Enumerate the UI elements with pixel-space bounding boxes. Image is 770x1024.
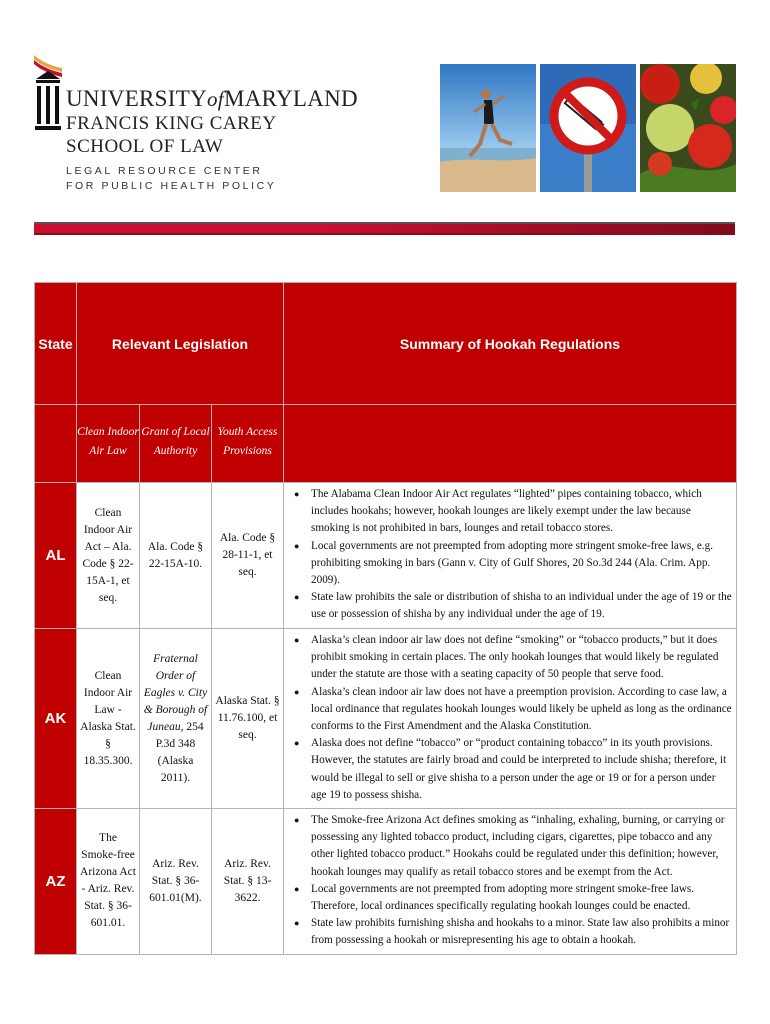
summary-bullet: ● State law prohibits the sale or distribution of shisha to an individual under the age of 19 or the use or possession of shisha by any individual under the age of 19.	[294, 591, 732, 621]
table-subheader-row	[35, 405, 737, 483]
clean-indoor-cell: The Smoke-free Arizona Act - Ariz. Rev. Stat. § 36-601.01.	[77, 809, 140, 955]
youth-access-cell: Ariz. Rev. Stat. § 13-3622.	[212, 809, 284, 955]
summary-bullet: ● State law prohibits furnishing shisha and hookahs to a minor. State law also prohibits a minor from possessing a hookah or misrepresenting his age to obtain a hookah.	[294, 917, 730, 947]
no-smoking-photo	[540, 64, 636, 192]
subheader-grant-local: Grant of Local Authority	[140, 405, 212, 483]
summary-cell	[284, 483, 737, 629]
summary-list	[292, 486, 732, 624]
grant-local-cell: Ala. Code § 22-15A-10.	[140, 483, 212, 629]
summary-list	[292, 632, 732, 804]
subheader-summary-blank	[284, 405, 737, 483]
center-name-line1: LEGAL RESOURCE CENTER	[66, 165, 263, 177]
youth-access-cell: Alaska Stat. § 11.76.100, et seq.	[212, 629, 284, 809]
subheader-youth-access: Youth Access Provisions	[212, 405, 284, 483]
state-cell-al: AL	[35, 483, 77, 629]
table-row	[35, 809, 737, 955]
grant-local-cell: Ariz. Rev. Stat. § 36-601.01(M).	[140, 809, 212, 955]
summary-bullet: ● The Smoke-free Arizona Act defines smoking as “inhaling, exhaling, burning, or carrying or possessing any lighted tobacco product, including cigars, cigarettes, pipe tobacco and any other lighted tobacco product.” Hookahs could be regulated under this definition; however, hookah lounges may qualify as retail tobacco stores and be exempt from the Act.	[294, 814, 725, 878]
table-row	[35, 483, 737, 629]
header-divider	[34, 222, 735, 235]
clean-indoor-cell: Clean Indoor Air Act – Ala. Code § 22-15A-1, et seq.	[77, 483, 140, 629]
summary-bullet: ● Alaska does not define “tobacco” or “product containing tobacco” in its youth provisions. However, the statutes are fairly broad and could be interpreted to include shisha; therefore, it would be illegal to sell or give shisha to a person under the age or 19 or for a person under age 19 to possess shisha.	[294, 737, 727, 801]
school-name-line2: SCHOOL OF LAW	[66, 136, 224, 157]
school-name-line1: FRANCIS KING CAREY	[66, 113, 277, 134]
subheader-state-blank	[35, 405, 77, 483]
state-cell-ak: AK	[35, 629, 77, 809]
grant-local-cell: Fraternal Order of Eagles v. City & Borough of Juneau, 254 P.3d 348 (Alaska 2011).	[140, 629, 212, 809]
center-name-line2: FOR PUBLIC HEALTH POLICY	[66, 180, 277, 192]
header-state: State	[35, 283, 77, 405]
university-name: UNIVERSITYofMARYLAND	[66, 86, 358, 111]
header-summary: Summary of Hookah Regulations	[284, 283, 737, 405]
runner-photo	[440, 64, 536, 192]
university-wordmark	[66, 86, 358, 194]
header-photos	[440, 64, 736, 192]
header-relevant-legislation: Relevant Legislation	[77, 283, 284, 405]
youth-access-cell: Ala. Code § 28-11-1, et seq.	[212, 483, 284, 629]
table-header-row	[35, 283, 737, 405]
state-cell-az: AZ	[35, 809, 77, 955]
summary-bullet: ● The Alabama Clean Indoor Air Act regulates “lighted” pipes containing tobacco, which includes hookahs; however, hookah lounges are likely exempt under the law because smoking is not prohibited in bars, lounges and retail tobacco stores.	[294, 488, 702, 535]
summary-bullet: ● Alaska’s clean indoor air law does not define “smoking” or “tobacco products,” but it does prohibit smoking in certain places. The only hookah lounges that would likely be regulated under the statute are those with a seating capacity of 50 people that serve food.	[294, 634, 719, 681]
clean-indoor-cell: Clean Indoor Air Law - Alaska Stat. § 18.35.300.	[77, 629, 140, 809]
subheader-clean-indoor: Clean Indoor Air Law	[77, 405, 140, 483]
summary-cell	[284, 629, 737, 809]
summary-bullet: ● Alaska’s clean indoor air law does not have a preemption provision. According to case law, a local ordinance that regulates hookah lounges would likely be upheld as long as the ordinance conforms to the First Amendment and the Alaska Constitution.	[294, 685, 732, 733]
summary-bullet: ● Local governments are not preempted from adopting more stringent smoke-free laws, e.g. prohibiting smoking in bars (Gann v. City of Gulf Shores, 20 So.3d 244 (Ala. Crim. App. 2009).	[294, 539, 713, 587]
summary-cell	[284, 809, 737, 955]
hookah-regulations-table	[34, 282, 737, 955]
vegetables-photo	[640, 64, 736, 192]
table-row	[35, 629, 737, 809]
university-logo-icon	[33, 53, 63, 139]
summary-bullet: ● Local governments are not preempted from adopting more stringent smoke-free laws. Therefore, local ordinances specifically regulating hookah lounges could be enacted.	[294, 882, 695, 913]
summary-list	[292, 812, 732, 950]
